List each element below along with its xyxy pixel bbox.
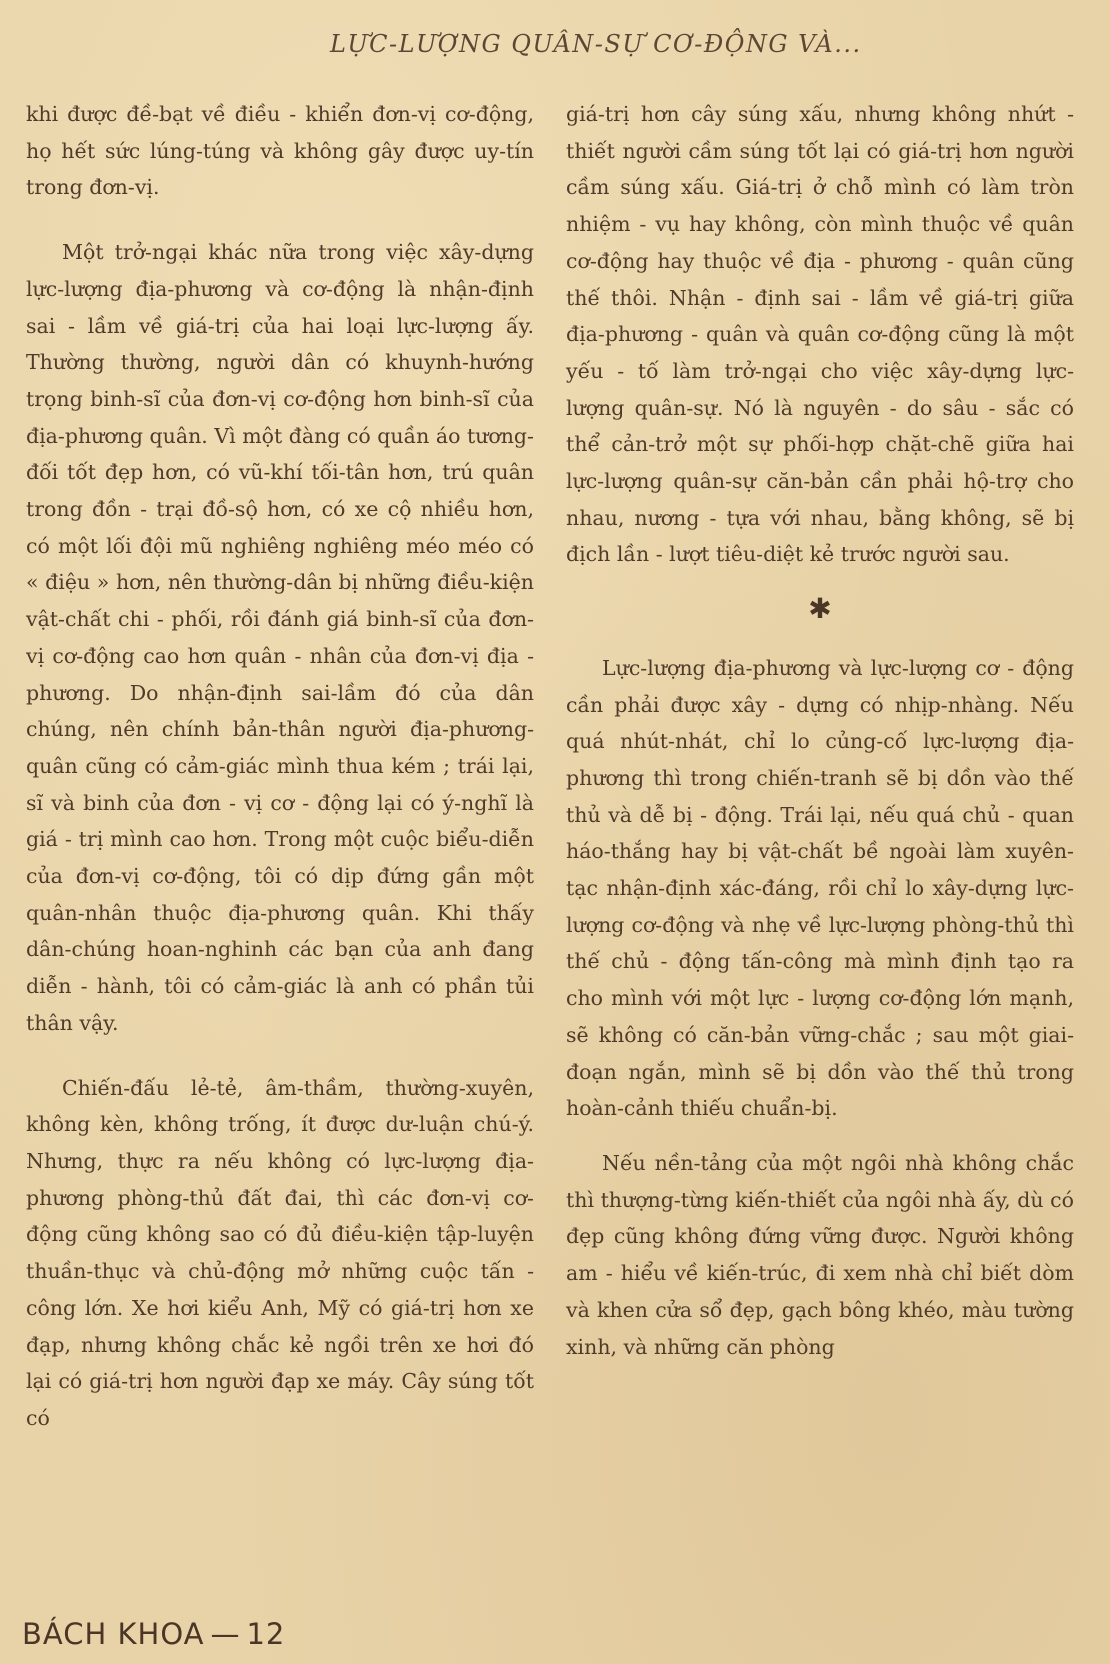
right-paragraph-1: giá-trị hơn cây súng xấu, nhưng không nhứt - thiết người cầm súng tốt lại có giá-trị hơn người cầm súng xấu. Giá-trị ở chỗ mình có làm tròn nhiệm - vụ hay không, còn mình thuộc về quân cơ-động hay thuộc về địa - phương - quân cũng thế thôi. Nhận - định sai - lầm về giá-trị giữa địa-phương - quân và quân cơ-động cũng là một yếu - tố làm trở-ngại cho việc xây-dựng lực-lượng quân-sự. Nó là nguyên - do sâu - sắc có thể cản-trở một sự phối-hợp chặt-chẽ giữa hai lực-lượng quân-sự căn-bản cần phải hộ-trợ cho nhau, nương - tựa với nhau, bằng không, sẽ bị địch lần - lượt tiêu-diệt kẻ trước người sau. (566, 102, 1074, 567)
right-paragraph-2: Lực-lượng địa-phương và lực-lượng cơ - động cần phải được xây - dựng có nhịp-nhàng. Nếu quá nhút-nhát, chỉ lo củng-cố lực-lượng địa-phương thì trong chiến-tranh sẽ bị dồn vào thế thủ và dễ bị - động. Trái lại, nếu quá chủ - quan háo-thắng hay bị vật-chất bề ngoài làm xuyên-tạc nhận-định xác-đáng, rồi chỉ lo xây-dựng lực-lượng cơ-động và nhẹ về lực-lượng phòng-thủ thì thế chủ - động tấn-công mà mình định tạo ra cho mình với một lực - lượng cơ-động lớn mạnh, sẽ không có căn-bản vững-chắc ; sau một giai-đoạn ngắn, mình sẽ bị dồn vào thế thủ trong hoàn-cảnh thiếu chuẩn-bị. (566, 655, 1074, 1121)
page-footer (22, 1617, 285, 1651)
left-paragraph-3: Chiến-đấu lẻ-tẻ, âm-thầm, thường-xuyên, không kèn, không trống, ít được dư-luận chú-ý. Nhưng, thực ra nếu không có lực-lượng địa-phương phòng-thủ đất đai, thì các đơn-vị cơ-động cũng không sao có đủ điều-kiện tập-luyện thuần-thục và chủ-động mở những cuộc tấn - công lớn. Xe hơi kiểu Anh, Mỹ có giá-trị hơn xe đạp, nhưng không chắc kẻ ngồi trên xe hơi đó lại có giá-trị hơn người đạp xe máy. Cây súng tốt có (26, 1075, 534, 1430)
left-paragraph-1: khi được đề-bạt về điều - khiển đơn-vị cơ-động, họ hết sức lúng-túng và không gây được uy-tín trong đơn-vị. (26, 102, 534, 200)
right-paragraph-3: Nếu nền-tảng của một ngôi nhà không chắc thì thượng-từng kiến-thiết của ngôi nhà ấy, dù có đẹp cũng không đứng vững được. Người không am - hiểu về kiến-trúc, đi xem nhà chỉ biết dòm và khen cửa sổ đẹp, gạch bông khéo, màu tường xinh, và những căn phòng (566, 1150, 1074, 1359)
running-title: LỰC-LƯỢNG QUÂN-SỰ CƠ-ĐỘNG VÀ... (330, 30, 862, 58)
left-column (26, 96, 534, 1437)
page-number: 12 (246, 1617, 286, 1651)
section-ornament: ✱ (808, 592, 832, 626)
footer-dash: — (210, 1617, 241, 1651)
right-column (566, 96, 1074, 1365)
magazine-name: BÁCH KHOA (22, 1617, 205, 1651)
left-paragraph-2: Một trở-ngại khác nữa trong việc xây-dựng lực-lượng địa-phương và cơ-động là nhận-định sai - lầm về giá-trị của hai loại lực-lượng ấy. Thường thường, người dân có khuynh-hướng trọng binh-sĩ của đơn-vị cơ-động hơn binh-sĩ của địa-phương quân. Vì một đàng có quần áo tương-đối tốt đẹp hơn, có vũ-khí tối-tân hơn, trú quân trong đồn - trại đồ-sộ hơn, có xe cộ nhiều hơn, có một lối đội mũ nghiêng nghiêng méo méo có « điệu » hơn, nên thường-dân bị những điều-kiện vật-chất chi - phối, rồi đánh giá binh-sĩ của đơn-vị cơ-động cao hơn quân - nhân của đơn-vị địa - phương. Do nhận-định sai-lầm đó của dân chúng, nên chính bản-thân người địa-phương-quân cũng có cảm-giác mình thua kém ; trái lại, sĩ và binh của đơn - vị cơ - động lại có ý-nghĩ là giá - trị mình cao hơn. Trong một cuộc biểu-diễn của đơn-vị cơ-động, tôi có dịp đứng gần một quân-nhân thuộc địa-phương quân. Khi thấy dân-chúng hoan-nghinh các bạn của anh đang diễn - hành, tôi có cảm-giác là anh có phần tủi thân vậy. (26, 240, 534, 1035)
